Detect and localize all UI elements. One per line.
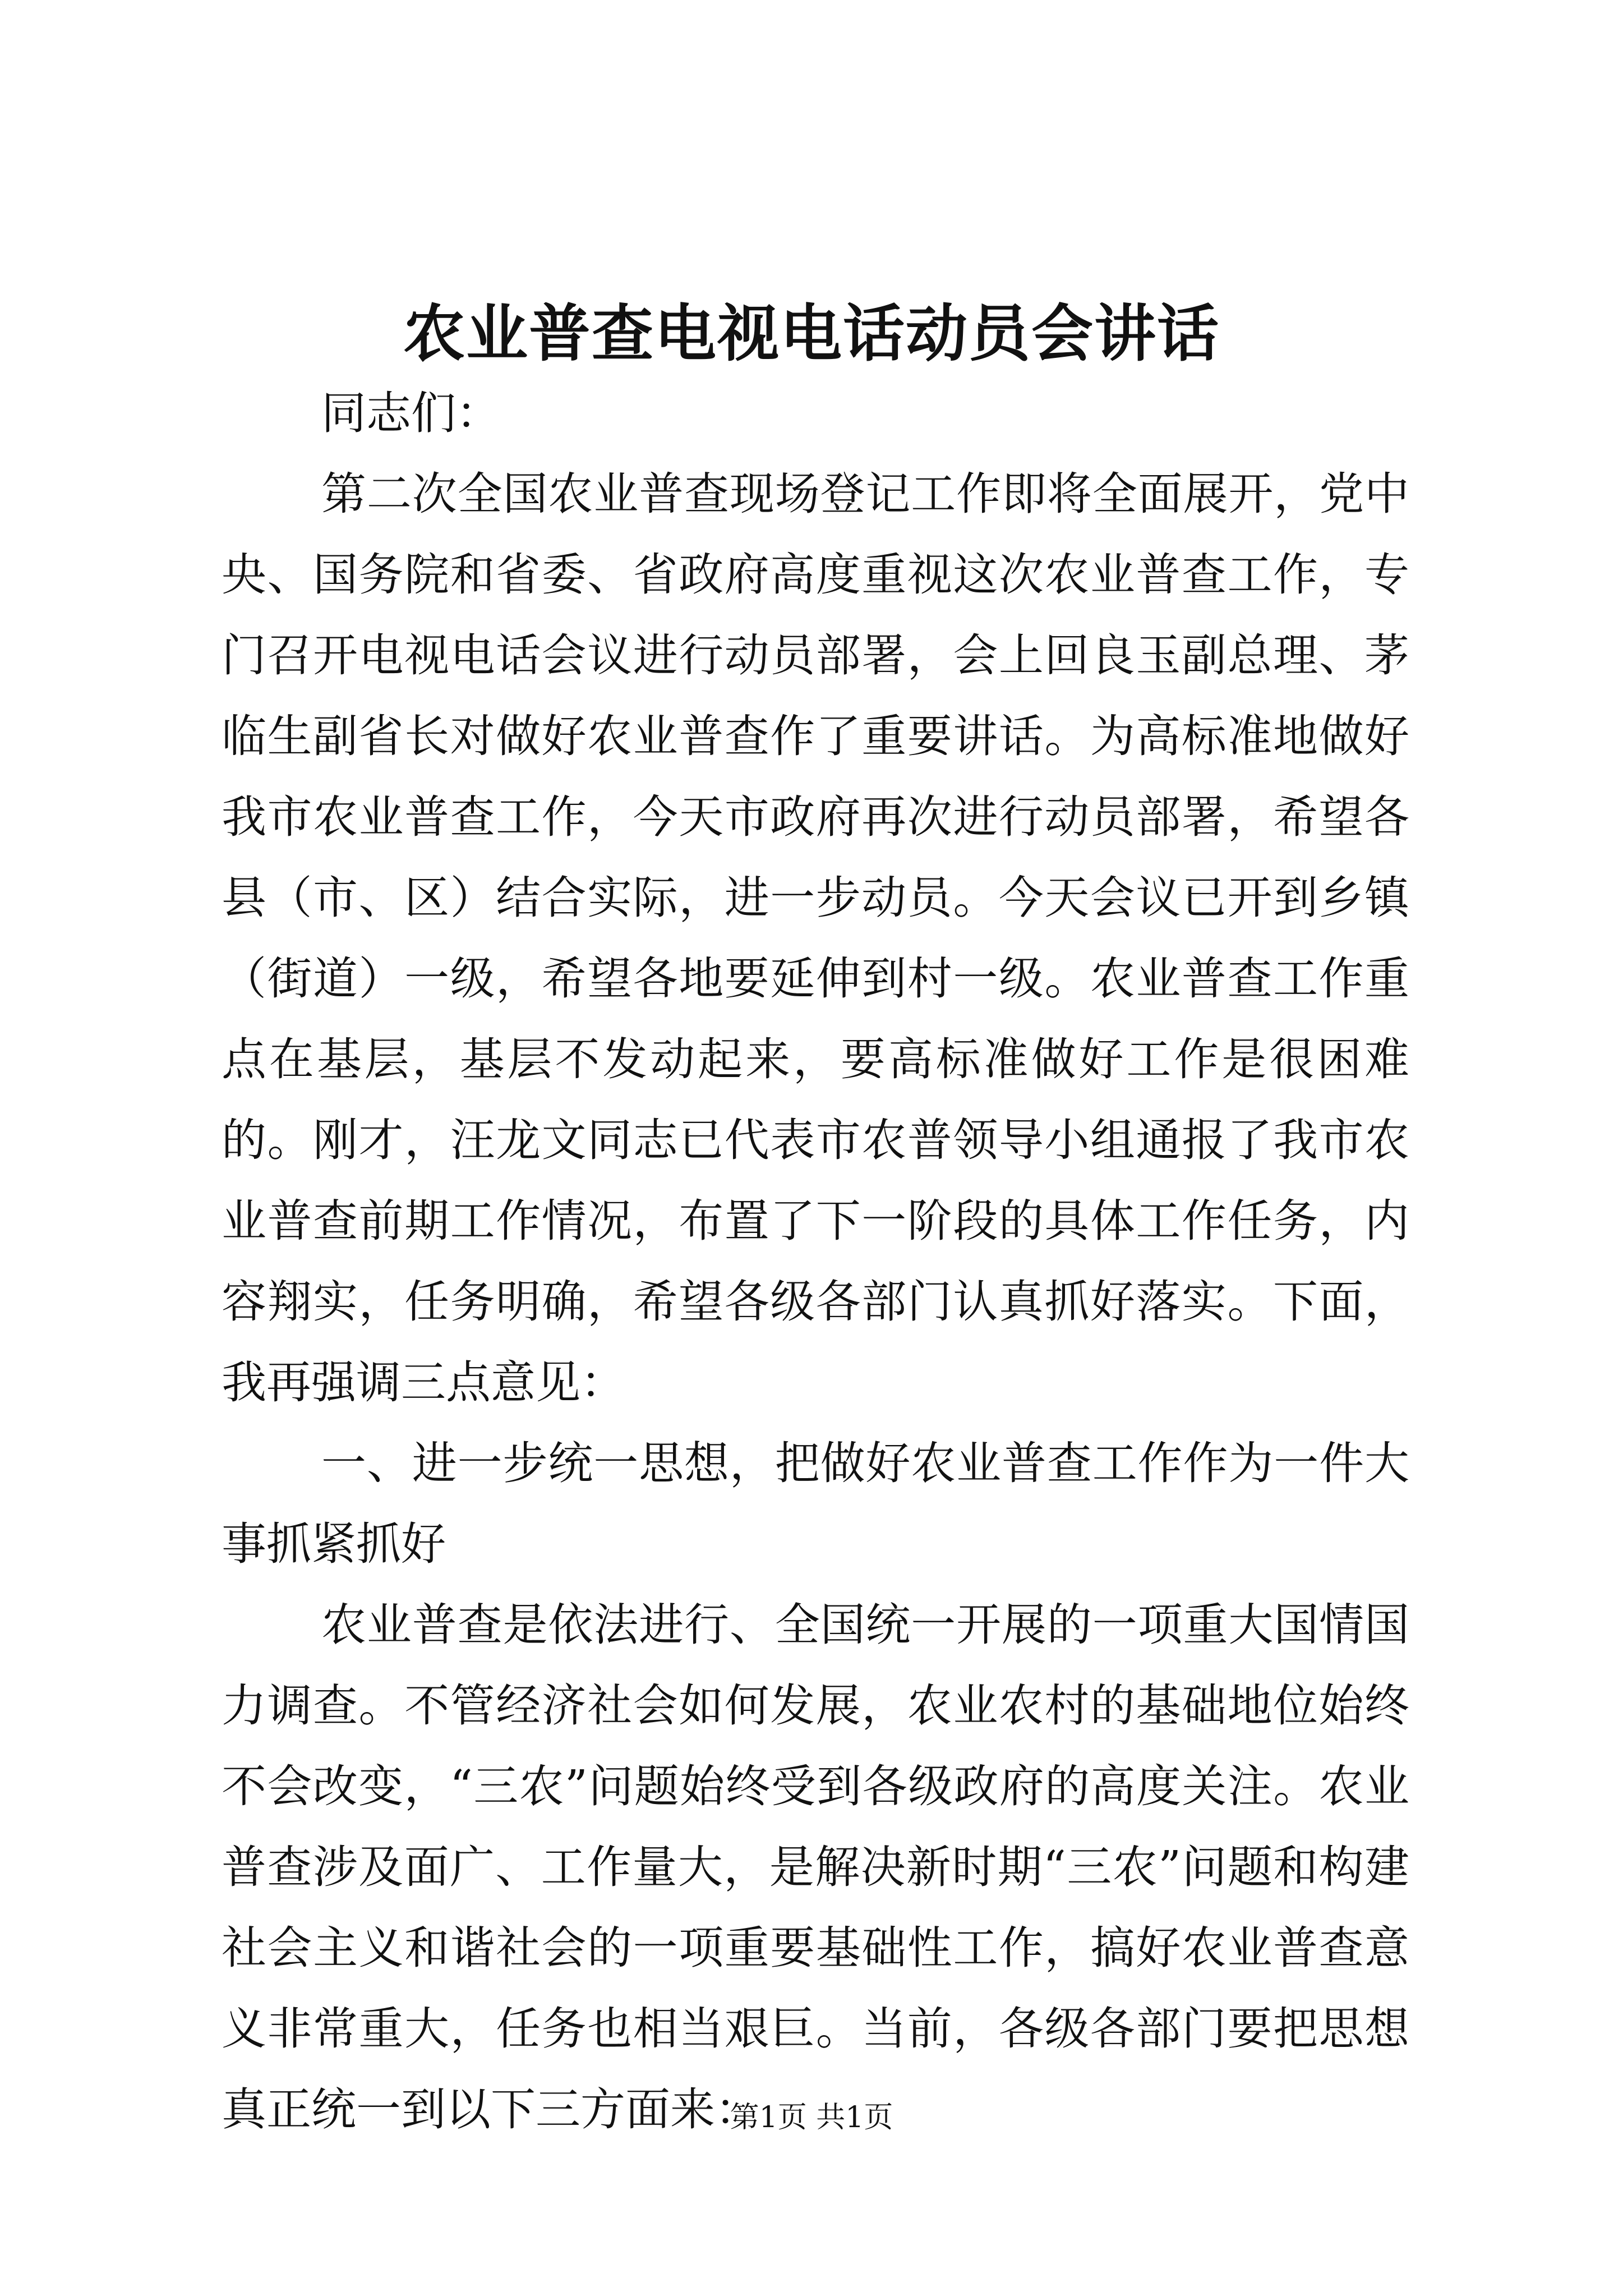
paragraph-intro: 第二次全国农业普查现场登记工作即将全面展开，党中央、国务院和省委、省政府高度重视这次农业普查工作，专门召开电视电话会议进行动员部署，会上回良玉副总理、茅临生副省长对做好农业普查作了重要讲话。为高标准地做好我市农业普查工作，今天市政府再次进行动员部署，希望各县（市、区）结合实际，进一步动员。今天会议已开到乡镇（街道）一级，希望各地要延伸到村一级。农业普查工作重点在基层，基层不发动起来，要高标准做好工作是很困难的。刚才，汪龙文同志已代表市农普领导小组通报了我市农业普查前期工作情况，布置了下一阶段的具体工作任务，内容翔实，任务明确，希望各级各部门认真抓好落实。下面，我再强调三点意见：: [222, 468, 1409, 1409]
paragraph-section-1: 农业普查是依法进行、全国统一开展的一项重大国情国力调查。不管经济社会如何发展，农业农村的基础地位始终不会改变，“三农”问题始终受到各级政府的高度关注。农业普查涉及面广、工作量大，是解决新时期“三农”问题和构建社会主义和谐社会的一项重要基础性工作，搞好农业普查意义非常重大，任务也相当艰巨。当前，各级各部门要把思想真正统一到以下三方面来：: [222, 1599, 1409, 2136]
section-heading-1: 一、进一步统一思想，把做好农业普查工作作为一件大事抓紧抓好: [222, 1437, 1409, 1570]
document-body: [222, 373, 1409, 2150]
page-number: 第1页 共1页: [730, 2101, 893, 2134]
document-title: 农业普查电视电话动员会讲话: [403, 297, 1220, 370]
salutation: 同志们：: [321, 387, 501, 439]
